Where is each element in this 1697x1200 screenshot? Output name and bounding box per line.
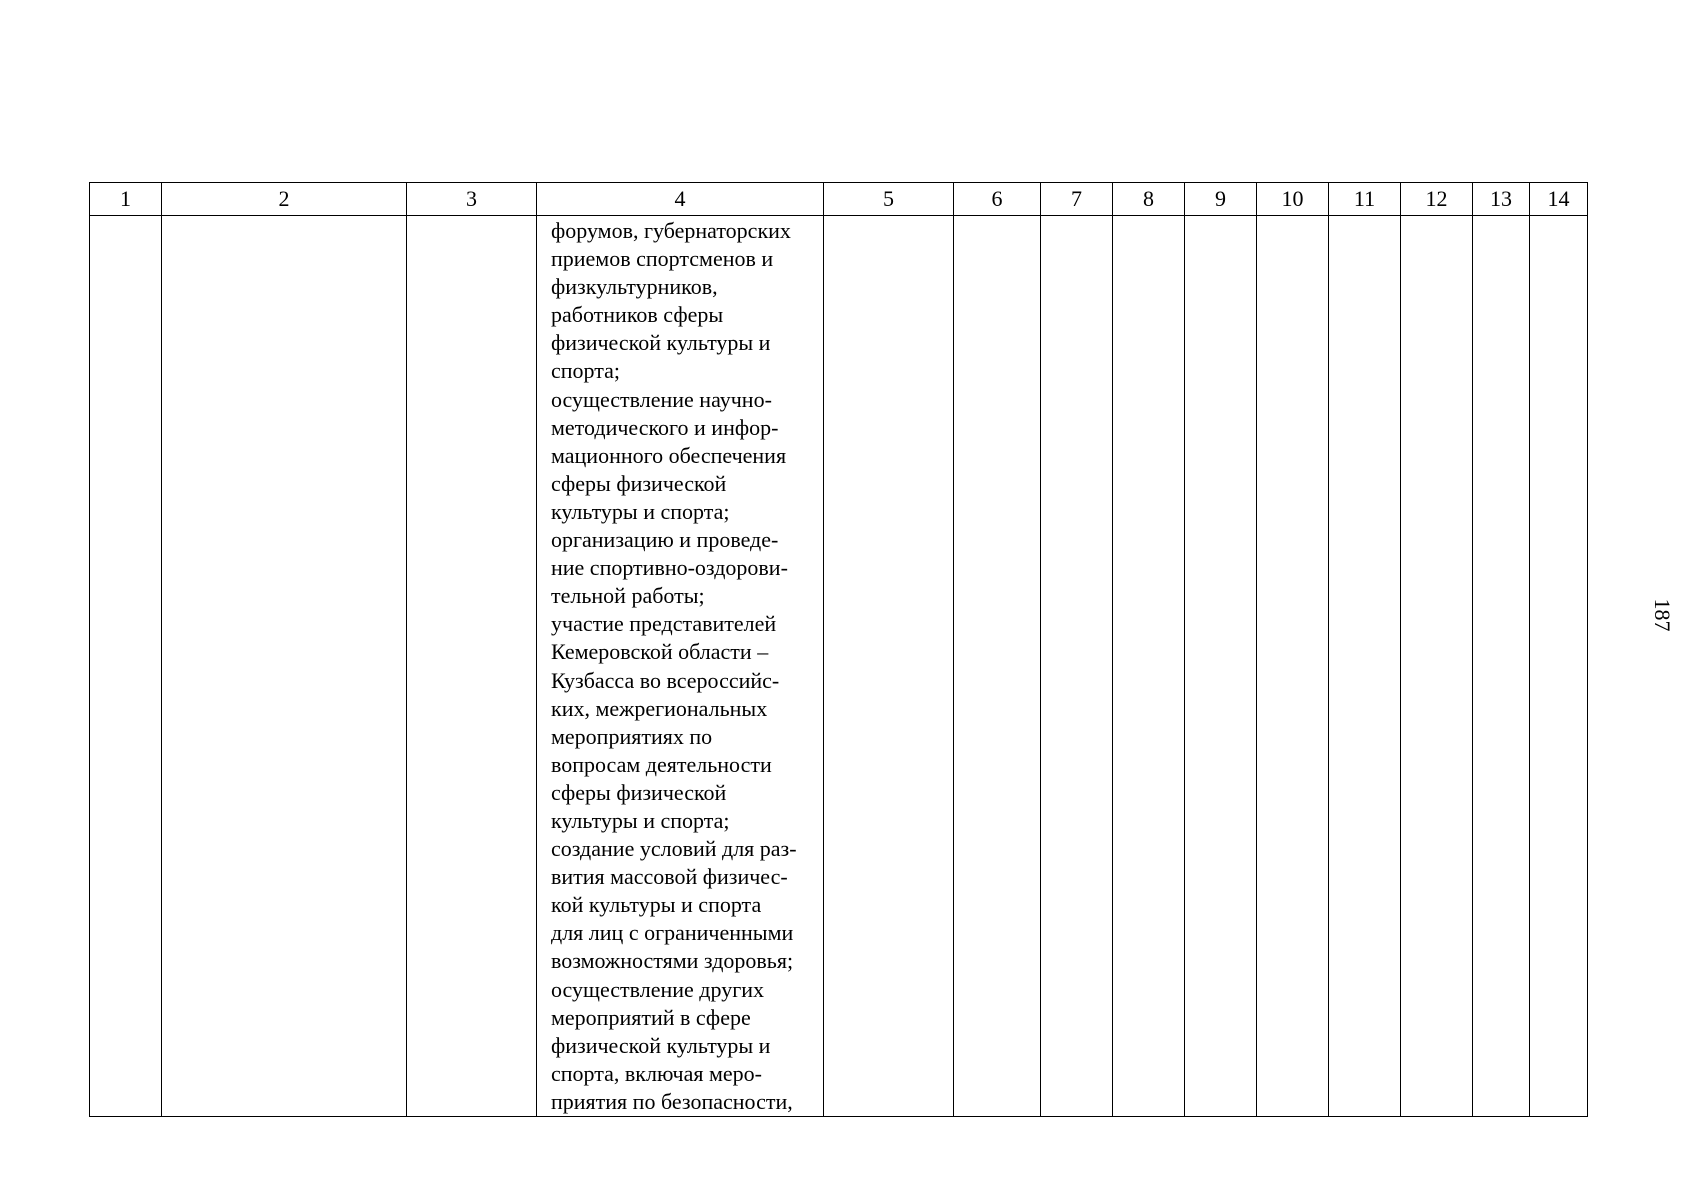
text-line: физкультурников, <box>551 274 718 300</box>
text-line: возможностями здоровья; <box>551 948 794 974</box>
text-line: мероприятий в сфере <box>551 1004 751 1030</box>
text-line: сферы физической <box>551 779 727 805</box>
column-number-cell: 4 <box>537 183 824 216</box>
text-line: методического и инфор- <box>551 414 779 440</box>
text-line: приемов спортсменов и <box>551 246 774 272</box>
table-row <box>90 216 1588 1117</box>
text-line: сферы физической <box>551 470 727 496</box>
table-cell-col1 <box>90 216 162 1117</box>
text-line: осуществление научно- <box>551 386 772 412</box>
column-number-cell: 5 <box>824 183 954 216</box>
text-line: мационного обеспечения <box>551 442 787 468</box>
text-line: осуществление других <box>551 976 765 1002</box>
text-line: для лиц с ограниченными <box>551 920 794 946</box>
column-number-cell: 12 <box>1401 183 1473 216</box>
text-line: мероприятиях по <box>551 723 713 749</box>
column-number-row <box>90 183 1588 216</box>
table-cell-col11 <box>1329 216 1401 1117</box>
table-cell-col12 <box>1401 216 1473 1117</box>
column-number-cell: 14 <box>1530 183 1588 216</box>
text-line: кой культуры и спорта <box>551 892 762 918</box>
text-line: работников сферы <box>551 302 724 328</box>
column-number-cell: 7 <box>1041 183 1113 216</box>
text-line: физической культуры и <box>551 330 771 356</box>
table-cell-col3 <box>407 216 537 1117</box>
text-line: форумов, губернаторских <box>551 218 791 243</box>
text-line: вития массовой физичес- <box>551 864 788 890</box>
column-number-cell: 9 <box>1185 183 1257 216</box>
text-line: спорта, включая меро- <box>551 1060 763 1086</box>
table-cell-col14 <box>1530 216 1588 1117</box>
text-line: организацию и проведе- <box>551 527 779 553</box>
table-cell-col10 <box>1257 216 1329 1117</box>
text-line: приятия по безопасности, <box>551 1088 793 1114</box>
text-line: вопросам деятельности <box>551 751 772 777</box>
text-line: Кемеровской области – <box>551 639 769 665</box>
document-table <box>89 182 1588 1117</box>
column-number-cell: 10 <box>1257 183 1329 216</box>
table-cell-col5 <box>824 216 954 1117</box>
column-number-cell: 11 <box>1329 183 1401 216</box>
column-number-cell: 2 <box>162 183 407 216</box>
text-line: участие представителей <box>551 611 777 637</box>
text-line: культуры и спорта; <box>551 807 730 833</box>
column-number-cell: 6 <box>954 183 1041 216</box>
column-number-cell: 13 <box>1473 183 1530 216</box>
table-cell-col9 <box>1185 216 1257 1117</box>
text-line: физической культуры и <box>551 1032 771 1058</box>
text-line: тельной работы; <box>551 583 705 609</box>
table-cell-col7 <box>1041 216 1113 1117</box>
table-cell-col6 <box>954 216 1041 1117</box>
column-number-cell: 3 <box>407 183 537 216</box>
table-cell-col8 <box>1113 216 1185 1117</box>
text-line: ние спортивно-оздорови- <box>551 555 788 581</box>
text-line: создание условий для раз- <box>551 836 797 862</box>
table-cell-col2 <box>162 216 407 1117</box>
measures-text <box>537 216 823 1116</box>
page-number: 187 <box>1650 598 1675 632</box>
text-line: спорта; <box>551 358 621 384</box>
text-line: культуры и спорта; <box>551 498 730 524</box>
table-cell-col13 <box>1473 216 1530 1117</box>
text-line: Кузбасса во всероссийс- <box>551 667 780 693</box>
column-number-cell: 8 <box>1113 183 1185 216</box>
table-cell-col4 <box>537 216 824 1117</box>
column-number-cell: 1 <box>90 183 162 216</box>
text-line: ких, межрегиональных <box>551 695 768 721</box>
